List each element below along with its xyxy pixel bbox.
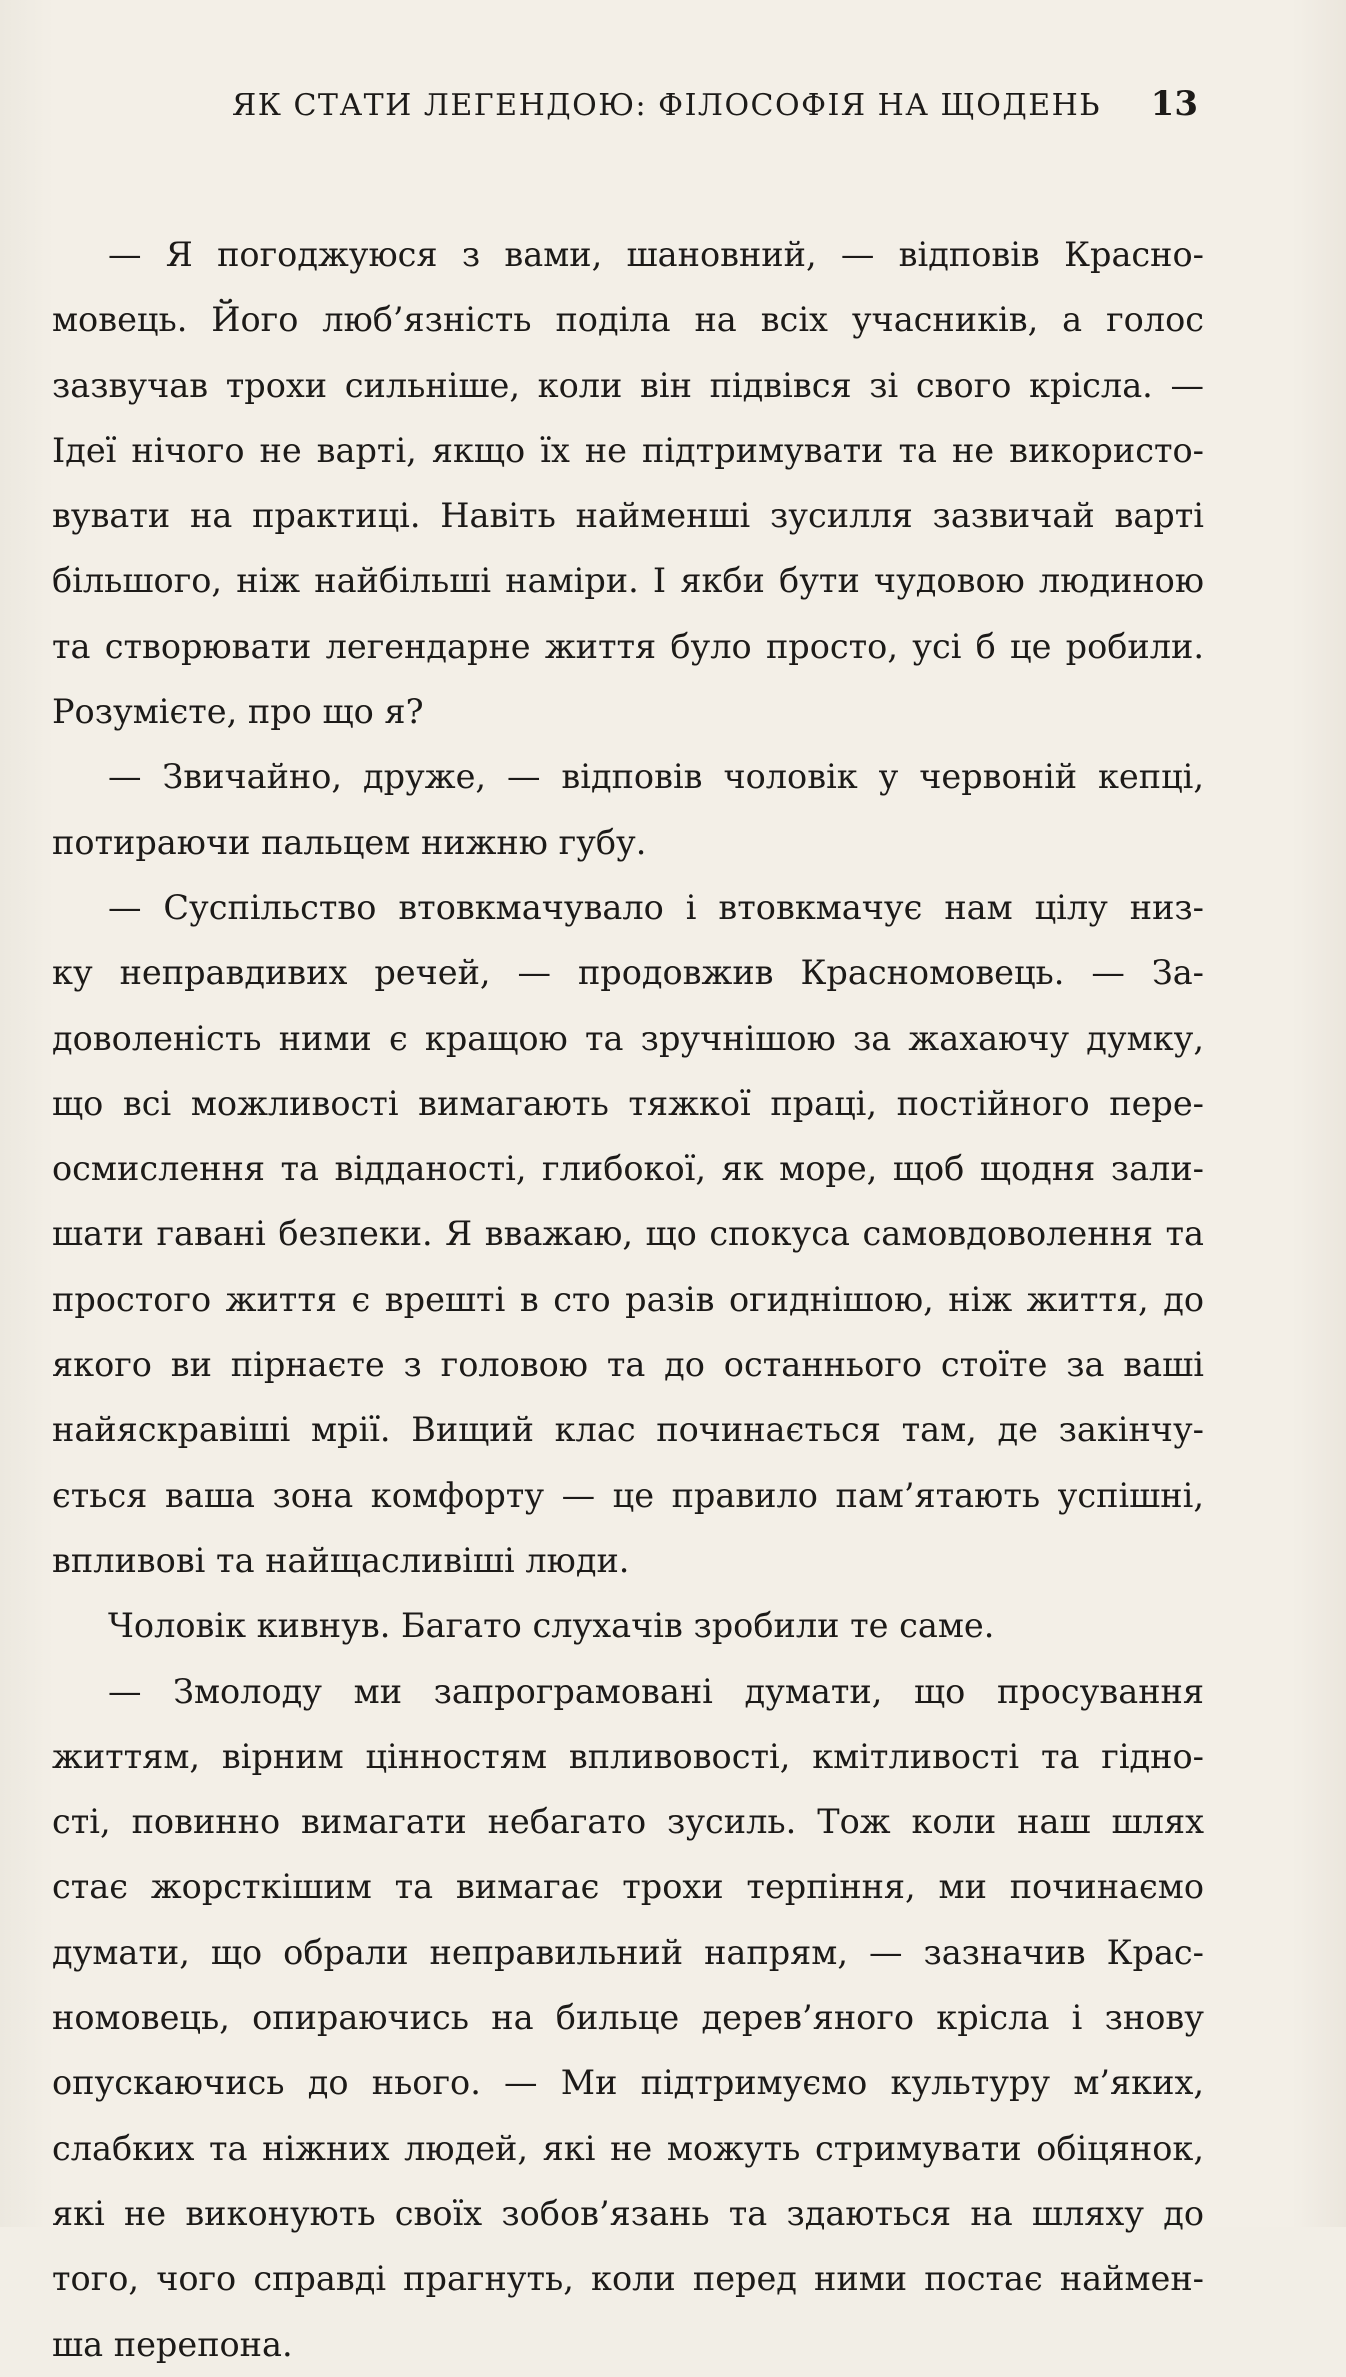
text-line: простого життя є врешті в сто разів огиднішою, ніж життя, до <box>52 1279 1204 1319</box>
text-line: та створювати легендарне життя було просто, усі б це робили. <box>52 626 1204 666</box>
text-line: слабких та ніжних людей, які не можуть стримувати обіцянок, <box>52 2128 1204 2168</box>
text-line: ється ваша зона комфорту — це правило пам’ятають успішні, <box>52 1475 1204 1515</box>
text-line: ша перепона. <box>52 2324 293 2364</box>
text-line: впливові та найщасливіші люди. <box>52 1540 630 1580</box>
text-line: Ідеї нічого не варті, якщо їх не підтримувати та не використо- <box>52 430 1204 470</box>
text-line: вувати на практиці. Навіть найменші зусилля зазвичай варті <box>52 496 1204 536</box>
text-line: більшого, ніж найбільші наміри. І якби бути чудовою людиною <box>52 561 1204 601</box>
text-line: сті, повинно вимагати небагато зусиль. Тож коли наш шлях <box>52 1802 1204 1842</box>
text-line: стає жорсткішим та вимагає трохи терпіння, ми починаємо <box>52 1867 1204 1907</box>
text-line: що всі можливості вимагають тяжкої праці, постійного пере- <box>52 1083 1204 1123</box>
text-line: найяскравіші мрії. Вищий клас починається там, де закінчу- <box>52 1410 1204 1450</box>
text-line: якого ви пірнаєте з головою та до останнього стоїте за ваші <box>52 1345 1204 1385</box>
text-line: номовець, опираючись на бильце дерев’яного крісла і знову <box>52 1998 1204 2038</box>
page-number: 13 <box>1150 84 1198 124</box>
text-line: життям, вірним цінностям впливовості, кмітливості та гідно- <box>52 1736 1204 1776</box>
text-line: — Суспільство втовкмачувало і втовкмачує нам цілу низ- <box>108 887 1204 927</box>
text-line: мовець. Його люб’язність поділа на всіх учасників, а голос <box>52 300 1204 340</box>
text-line: думати, що обрали неправильний напрям, — зазначив Крас- <box>52 1932 1204 1972</box>
text-line: Розумієте, про що я? <box>52 692 424 732</box>
text-line: потираючи пальцем нижню губу. <box>52 822 647 862</box>
text-line: осмислення та відданості, глибокої, як море, щоб щодня зали- <box>52 1149 1204 1189</box>
text-line: Чоловік кивнув. Багато слухачів зробили те саме. <box>108 1606 995 1646</box>
text-line: доволеність ними є кращою та зручнішою за жахаючу думку, <box>52 1018 1204 1058</box>
running-title: ЯК СТАТИ ЛЕГЕНДОЮ: ФІЛОСОФІЯ НА ЩОДЕНЬ <box>232 88 1102 123</box>
text-line: того, чого справді прагнуть, коли перед ними постає наймен- <box>52 2259 1204 2299</box>
text-line: — Звичайно, друже, — відповів чоловік у червоній кепці, <box>108 757 1204 797</box>
text-line: опускаючись до нього. — Ми підтримуємо культуру м’яких, <box>52 2063 1204 2103</box>
text-line: — Я погоджуюся з вами, шановний, — відповів Красно- <box>108 235 1204 274</box>
text-line: зазвучав трохи сильніше, коли він підвівся зі свого крісла. — <box>52 365 1204 405</box>
text-line: шати гавані безпеки. Я вважаю, що спокуса самовдоволення та <box>52 1214 1204 1254</box>
text-line: ку неправдивих речей, — продовжив Красномовець. — За- <box>52 953 1204 993</box>
body-text <box>52 222 1204 2377</box>
text-line: які не виконують своїх зобов’язань та здаються на шляху до <box>52 2193 1204 2233</box>
text-line: — Змолоду ми запрограмовані думати, що просування <box>108 1671 1204 1711</box>
